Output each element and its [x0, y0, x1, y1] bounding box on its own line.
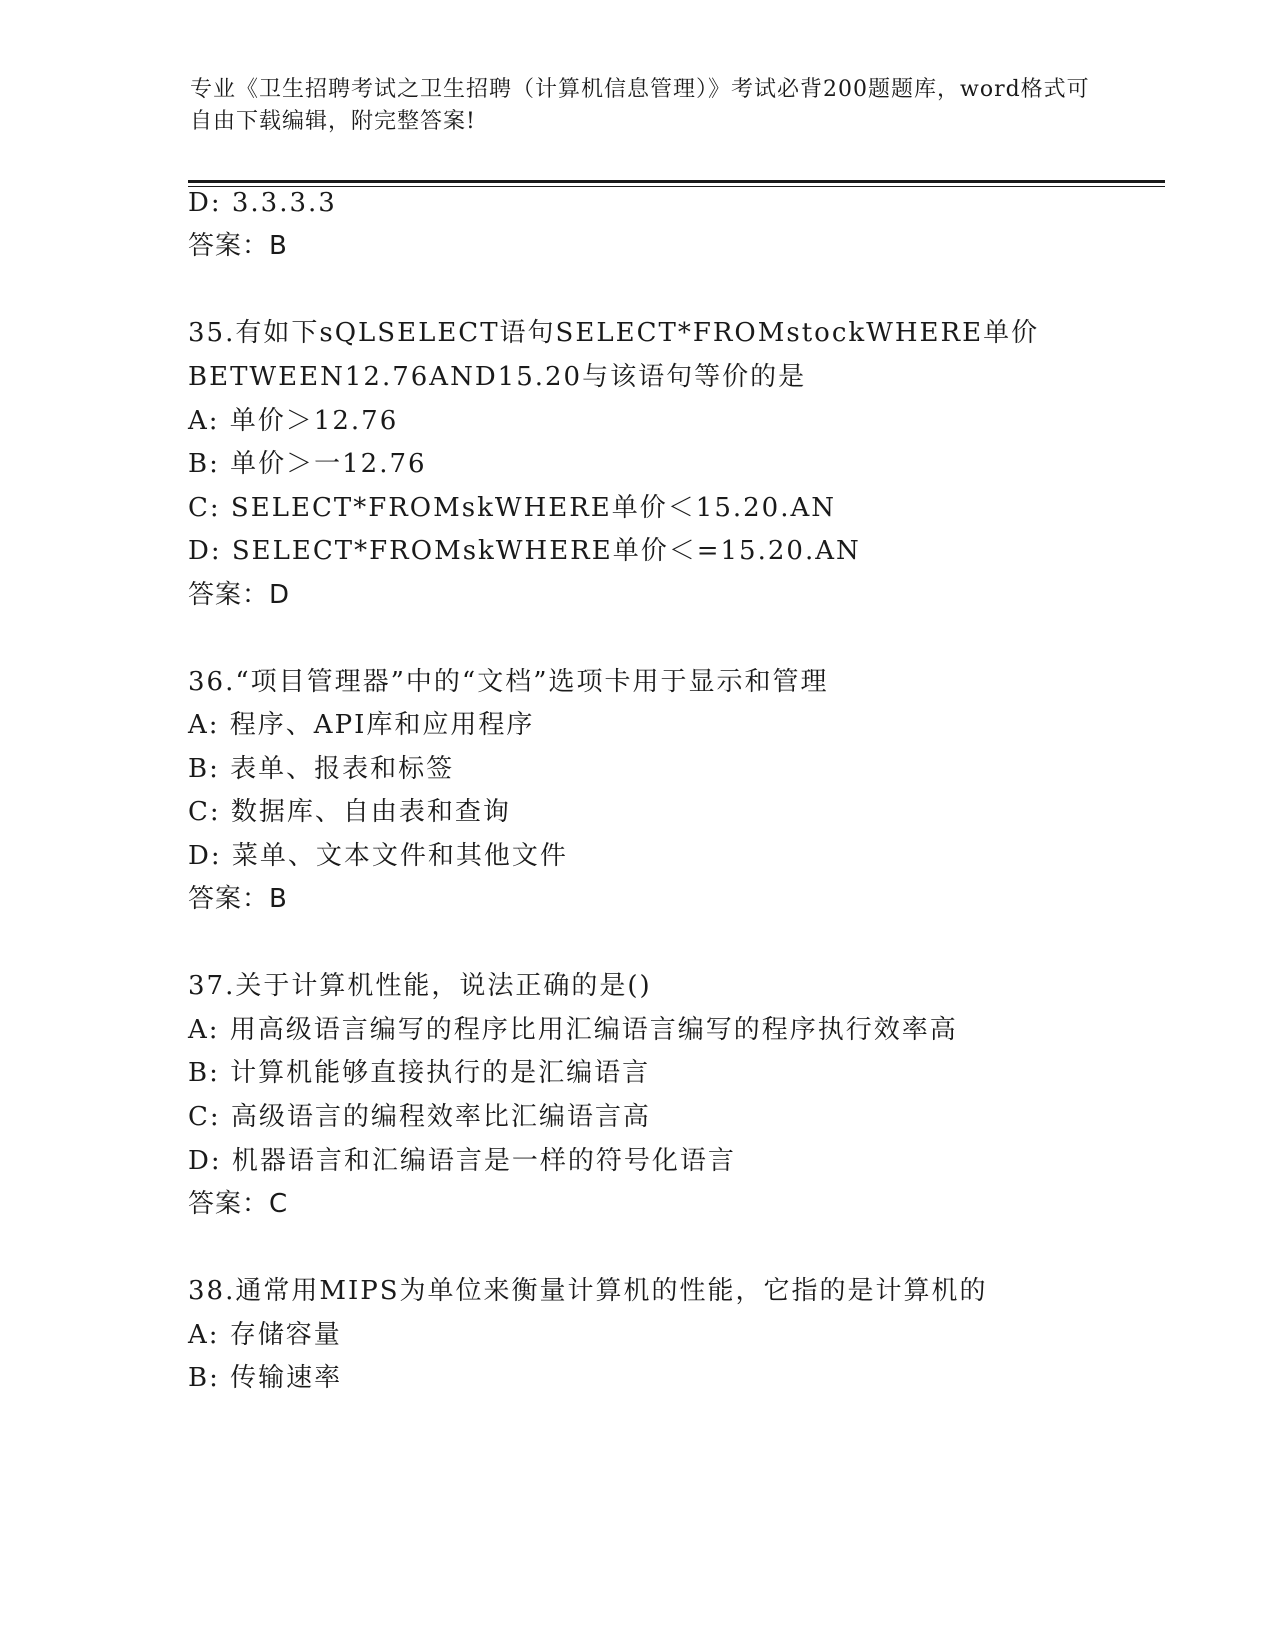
answer-line: 答案：B: [188, 231, 288, 261]
option-a: A: 单价＞12.76: [188, 406, 399, 436]
option-a: A: 用高级语言编写的程序比用汇编语言编写的程序执行效率高: [188, 1015, 958, 1045]
answer-line: 答案：B: [188, 884, 288, 914]
option-c: C: 高级语言的编程效率比汇编语言高: [188, 1102, 651, 1132]
answer-line: 答案：C: [188, 1189, 289, 1219]
option-a: A: 程序、API库和应用程序: [188, 710, 535, 740]
question-stem: 37.关于计算机性能，说法正确的是(): [188, 971, 652, 1001]
option-b: B: 单价＞一12.76: [188, 449, 427, 479]
option-c: C: 数据库、自由表和查询: [188, 797, 511, 827]
option-d: D: 3.3.3.3: [188, 188, 337, 218]
option-d: D: 机器语言和汇编语言是一样的符号化语言: [188, 1146, 736, 1176]
option-b: B: 计算机能够直接执行的是汇编语言: [188, 1058, 651, 1088]
option-d: D: 菜单、文本文件和其他文件: [188, 841, 568, 871]
answer-line: 答案：D: [188, 580, 291, 610]
question-stem-continued: BETWEEN12.76AND15.20与该语句等价的是: [188, 362, 807, 392]
question-stem: 36.“项目管理器”中的“文档”选项卡用于显示和管理: [188, 667, 829, 697]
header-divider: [188, 180, 1165, 183]
header-divider-thin: [188, 186, 1165, 187]
question-stem: 35.有如下sQLSELECT语句SELECT*FROMstockWHERE单价: [188, 318, 1040, 348]
question-stem: 38.通常用MIPS为单位来衡量计算机的性能，它指的是计算机的: [188, 1276, 988, 1306]
option-a: A: 存储容量: [188, 1320, 342, 1350]
option-b: B: 传输速率: [188, 1363, 343, 1393]
option-c: C: SELECT*FROMskWHERE单价＜15.20.AN: [188, 493, 836, 523]
option-d: D: SELECT*FROMskWHERE单价＜=15.20.AN: [188, 536, 861, 566]
option-b: B: 表单、报表和标签: [188, 754, 455, 784]
document-header: 专业《卫生招聘考试之卫生招聘（计算机信息管理）》考试必背200题题库，word格式可自由下载编辑，附完整答案!: [190, 77, 1090, 134]
